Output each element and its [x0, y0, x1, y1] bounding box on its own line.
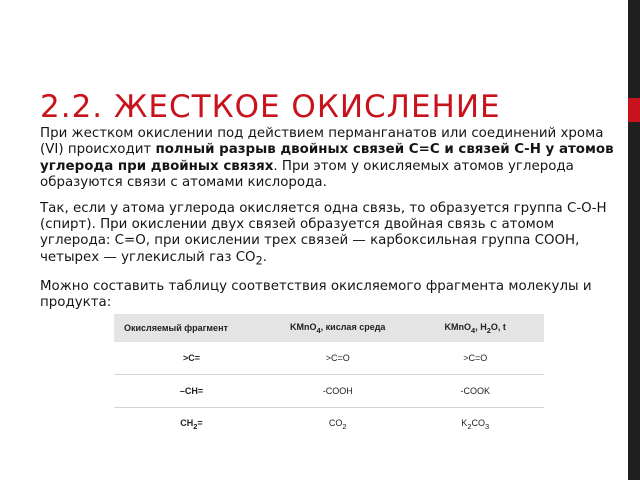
p1-text-a: При жестком окислении под действием перманганатов или соединений хрома (VI) происходит: [40, 126, 604, 158]
neu-b: CO: [471, 417, 485, 428]
frag-sub: 2: [193, 421, 198, 431]
frag-a: CH: [180, 417, 194, 428]
slide-title: 2.2. ЖЕСТКОЕ ОКИСЛЕНИЕ: [40, 88, 501, 125]
header-acid: [269, 314, 407, 342]
h3-sub2: 2: [486, 325, 491, 335]
h3-sub1: 4: [471, 325, 476, 335]
h2-b: , кислая среда: [320, 321, 386, 332]
cell-neutral: >C=O: [406, 342, 544, 375]
h2-a: KMnO: [290, 321, 317, 332]
slide-body: [40, 126, 620, 321]
frag-b: =: [197, 417, 203, 428]
header-fragment: Окисляемый фрагмент: [114, 314, 269, 342]
acid-a: CO: [328, 417, 343, 428]
table-row: [114, 408, 544, 441]
p1-text-c: . При этом у окисляемых атомов углерода образуются связи с атомами кислорода.: [40, 158, 574, 191]
right-edge-bar-top: [628, 0, 640, 98]
acid-sub: 2: [342, 421, 347, 431]
cell-acid: >C=O: [269, 342, 407, 375]
p2-sub: 2: [255, 254, 263, 268]
cell-acid: -COOH: [269, 375, 407, 408]
h3-a: KMnO: [444, 321, 472, 332]
cell-neutral: -COOK: [406, 375, 544, 408]
h3-b: , H: [475, 321, 487, 332]
cell-fragment: >C=: [114, 342, 269, 375]
right-edge-bar-bottom: [628, 122, 640, 480]
p2-text-c: .: [262, 249, 267, 265]
table-header-row: [114, 314, 544, 342]
neu-sub1: 2: [467, 421, 472, 431]
cell-fragment: [114, 408, 269, 441]
neu-a: K: [461, 417, 468, 428]
cell-neutral: [406, 408, 544, 441]
paragraph-2: [40, 201, 620, 270]
paragraph-3: Можно составить таблицу соответствия окисляемого фрагмента молекулы и продукта:: [40, 278, 592, 311]
header-neutral: [406, 314, 544, 342]
paragraph-1: [40, 126, 620, 192]
table-row: [114, 342, 544, 375]
cell-fragment: –CH=: [114, 375, 269, 408]
h2-sub: 4: [316, 325, 321, 335]
oxidation-table: [114, 314, 544, 440]
table-row: [114, 375, 544, 408]
neu-sub2: 3: [484, 421, 490, 431]
p2-text-a: Так, если у атома углерода окисляется одна связь, то образуется группа С-О-Н (спирт). При окислении двух связей образуется двойная связь с атомом углерода: С=О, при окислении трех связей — карбоксильная группа СООН, четырех — углекислый газ СО: [40, 200, 607, 265]
p1-bold: полный разрыв двойных связей С=С и связей С-Н у атомов углерода при двойных связях: [40, 142, 614, 174]
cell-acid: [269, 408, 407, 441]
h3-c: O, t: [490, 321, 506, 332]
right-edge-accent: [628, 98, 640, 122]
